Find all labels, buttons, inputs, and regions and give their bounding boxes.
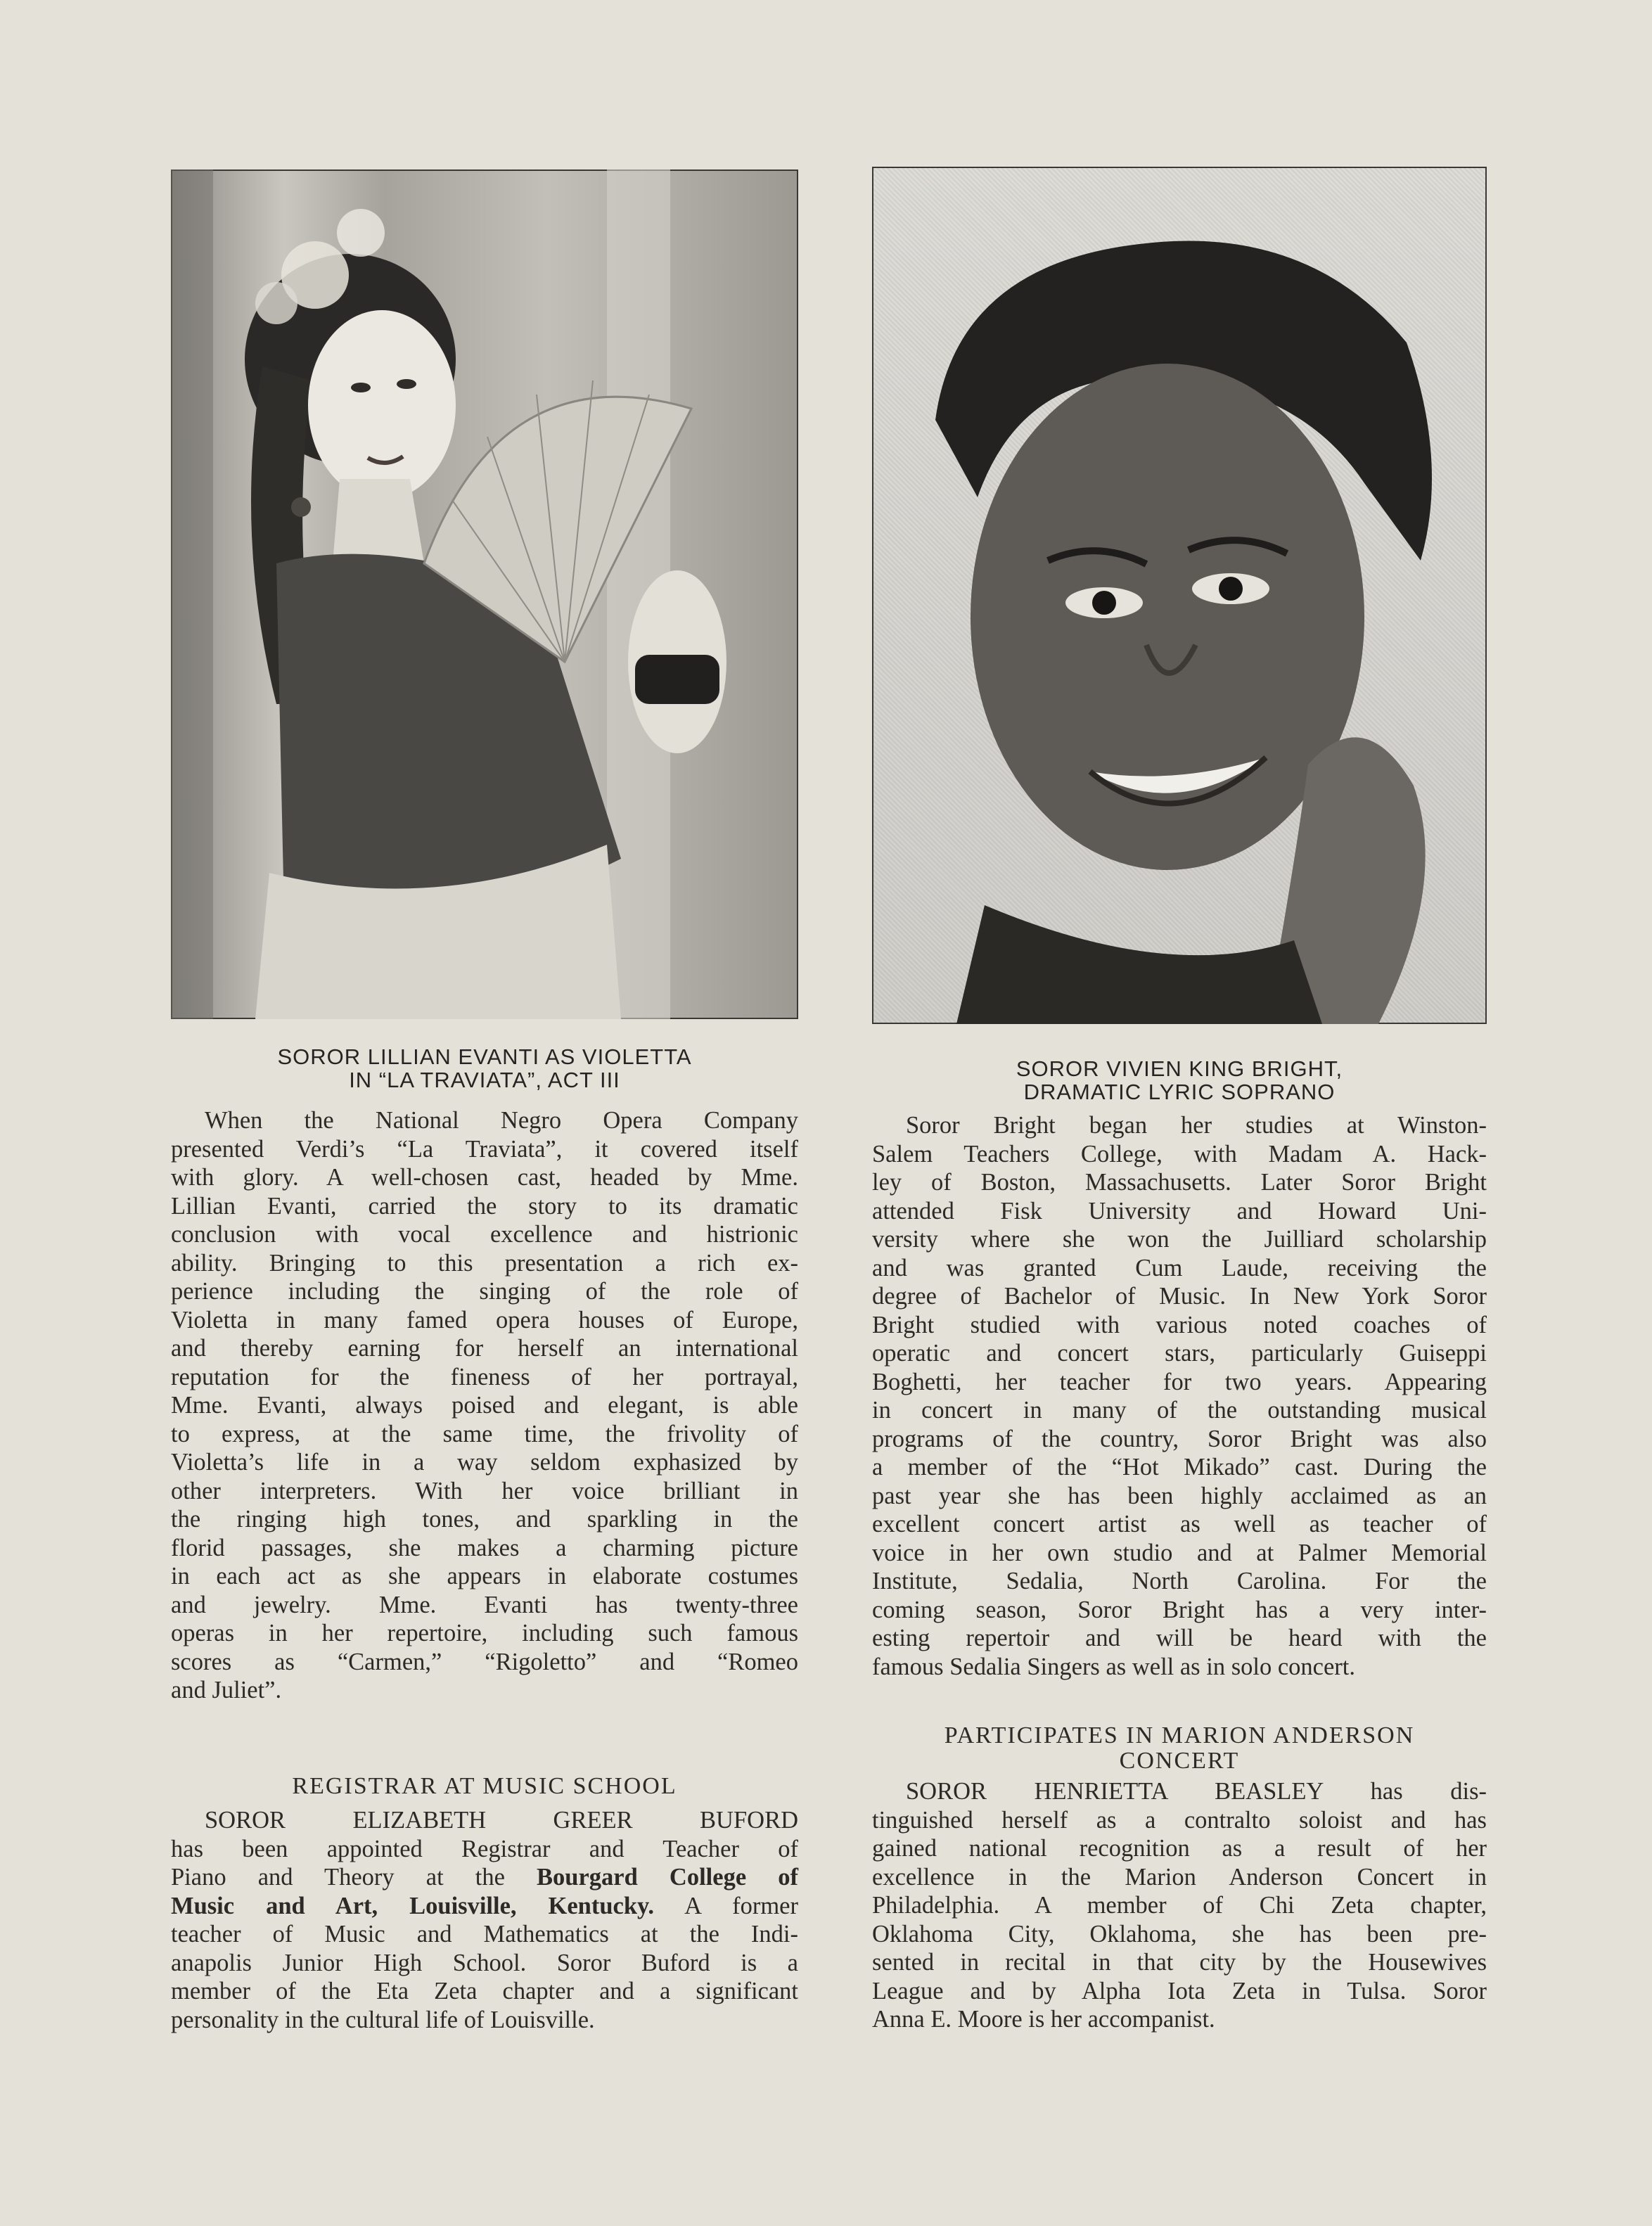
right-photo-caption [872,1057,1487,1104]
article-line: with glory. A well-chosen cast, headed by Mme. [171,1164,798,1191]
article-line: anapolis Junior High School. Soror Buford is a [171,1949,798,1976]
article-line: reputation for the fineness of her portrayal, [171,1363,798,1390]
article-line: coming season, Soror Bright has a very inter- [872,1596,1487,1623]
article-line: past year she has been highly acclaimed as an [872,1482,1487,1509]
article-line: presented Verdi’s “La Traviata”, it covered itself [171,1135,798,1163]
article-line: excellence in the Marion Anderson Concert in [872,1863,1487,1891]
article-line: conclusion with vocal excellence and histrionic [171,1221,798,1248]
article-line: ley of Boston, Massachusetts. Later Soror Bright [872,1169,1487,1196]
right-caption-line: DRAMATIC LYRIC SOPRANO [1023,1080,1336,1104]
article-line: and Juliet”. [171,1677,282,1703]
article-line: in concert in many of the outstanding musical [872,1397,1487,1424]
buford-article [171,1806,798,2034]
article-line: famous Sedalia Singers as well as in solo concert. [872,1653,1355,1680]
article-line: operatic and concert stars, particularly Guiseppi [872,1340,1487,1367]
article-line: Soror Bright began her studies at Winston- [906,1112,1487,1139]
article-line: Institute, Sedalia, North Carolina. For the [872,1568,1487,1594]
article-line: has been appointed Registrar and Teacher of [171,1835,798,1862]
article-line: tinguished herself as a contralto soloist and has [872,1806,1487,1834]
article-line: Mme. Evanti, always poised and elegant, is able [171,1392,798,1419]
article-line: florid passages, she makes a charming picture [171,1534,798,1561]
article-line: a member of the “Hot Mikado” cast. During the [872,1454,1487,1480]
article-line: perience including the singing of the role of [171,1278,798,1305]
article-line: Violetta in many famed opera houses of Europe, [171,1306,798,1333]
article-line: League and by Alpha Iota Zeta in Tulsa. Soror [872,1977,1487,2004]
article-line: Anna E. Moore is her accompanist. [872,2006,1215,2033]
article-line: scores as “Carmen,” “Rigoletto” and “Romeo [171,1648,798,1675]
left-caption-line: IN “LA TRAVIATA”, ACT III [349,1068,620,1092]
article-line: esting repertoir and will be heard with the [872,1625,1487,1651]
article-line: versity where she won the Juilliard scholarship [872,1226,1487,1253]
right-caption-line: SOROR VIVIEN KING BRIGHT, [1016,1056,1343,1081]
beasley-article [872,1777,1487,2034]
article-line: programs of the country, Soror Bright was also [872,1425,1487,1452]
article-line: Oklahoma City, Oklahoma, she has been pre- [872,1920,1487,1947]
portrait-illustration-right [872,167,1487,1024]
college-name-bold: Bourgard College of [537,1864,798,1891]
college-name-bold: Music and Art, Louisville, Kentucky. [171,1892,655,1919]
article-line: sented in recital in that city by the Housewives [872,1949,1487,1976]
article-line: Lillian Evanti, carried the story to its dramatic [171,1192,798,1220]
article-line: ability. Bringing to this presentation a rich ex- [171,1249,798,1277]
article-line: attended Fisk University and Howard Uni- [872,1197,1487,1224]
portrait-illustration-left [171,169,798,1019]
article-line: to express, at the same time, the frivolity of [171,1420,798,1447]
registrar-heading-text: REGISTRAR AT MUSIC SCHOOL [292,1773,677,1799]
concert-heading [872,1723,1487,1774]
article-text: A former [654,1892,798,1919]
article-line: gained national recognition as a result of her [872,1835,1487,1862]
left-caption-line: SOROR LILLIAN EVANTI AS VIOLETTA [277,1044,692,1069]
bright-article [872,1111,1487,1681]
photo-lillian-evanti [171,169,798,1019]
concert-heading-line: PARTICIPATES IN MARION ANDERSON [944,1722,1415,1748]
article-line: voice in her own studio and at Palmer Memorial [872,1539,1487,1566]
registrar-heading [171,1774,798,1799]
article-line: personality in the cultural life of Louisville. [171,2006,595,2033]
article-line: and was granted Cum Laude, receiving the [872,1254,1487,1281]
article-line: Philadelphia. A member of Chi Zeta chapter, [872,1892,1487,1919]
photo-vivien-king-bright [872,167,1487,1024]
article-line: Salem Teachers College, with Madam A. Hack- [872,1140,1487,1168]
article-line: and jewelry. Mme. Evanti has twenty-three [171,1591,798,1618]
article-line: excellent concert artist as well as teacher of [872,1511,1487,1537]
article-line: degree of Bachelor of Music. In New York Soror [872,1283,1487,1310]
article-line: member of the Eta Zeta chapter and a significant [171,1978,798,2004]
article-line: operas in her repertoire, including such famous [171,1620,798,1646]
article-line: SOROR ELIZABETH GREER BUFORD [205,1807,798,1834]
article-line: the ringing high tones, and sparkling in the [171,1506,798,1533]
article-line [171,1863,798,1892]
article-line: and thereby earning for herself an international [171,1335,798,1362]
article-line: When the National Negro Opera Company [205,1107,798,1134]
article-line: teacher of Music and Mathematics at the Indi- [171,1921,798,1947]
left-photo-caption [171,1045,798,1092]
evanti-article [171,1106,798,1705]
article-line: other interpreters. With her voice brilliant in [171,1477,798,1504]
article-line [171,1892,798,1921]
concert-heading-line: CONCERT [1119,1748,1240,1774]
article-line: SOROR HENRIETTA BEASLEY has dis- [906,1778,1487,1805]
article-line: Violetta’s life in a way seldom exphasized by [171,1449,798,1476]
article-line: Bright studied with various noted coaches of [872,1311,1487,1338]
article-line: in each act as she appears in elaborate costumes [171,1563,798,1589]
article-line: Boghetti, her teacher for two years. Appearing [872,1368,1487,1395]
article-text: Piano and Theory at the [171,1864,537,1891]
